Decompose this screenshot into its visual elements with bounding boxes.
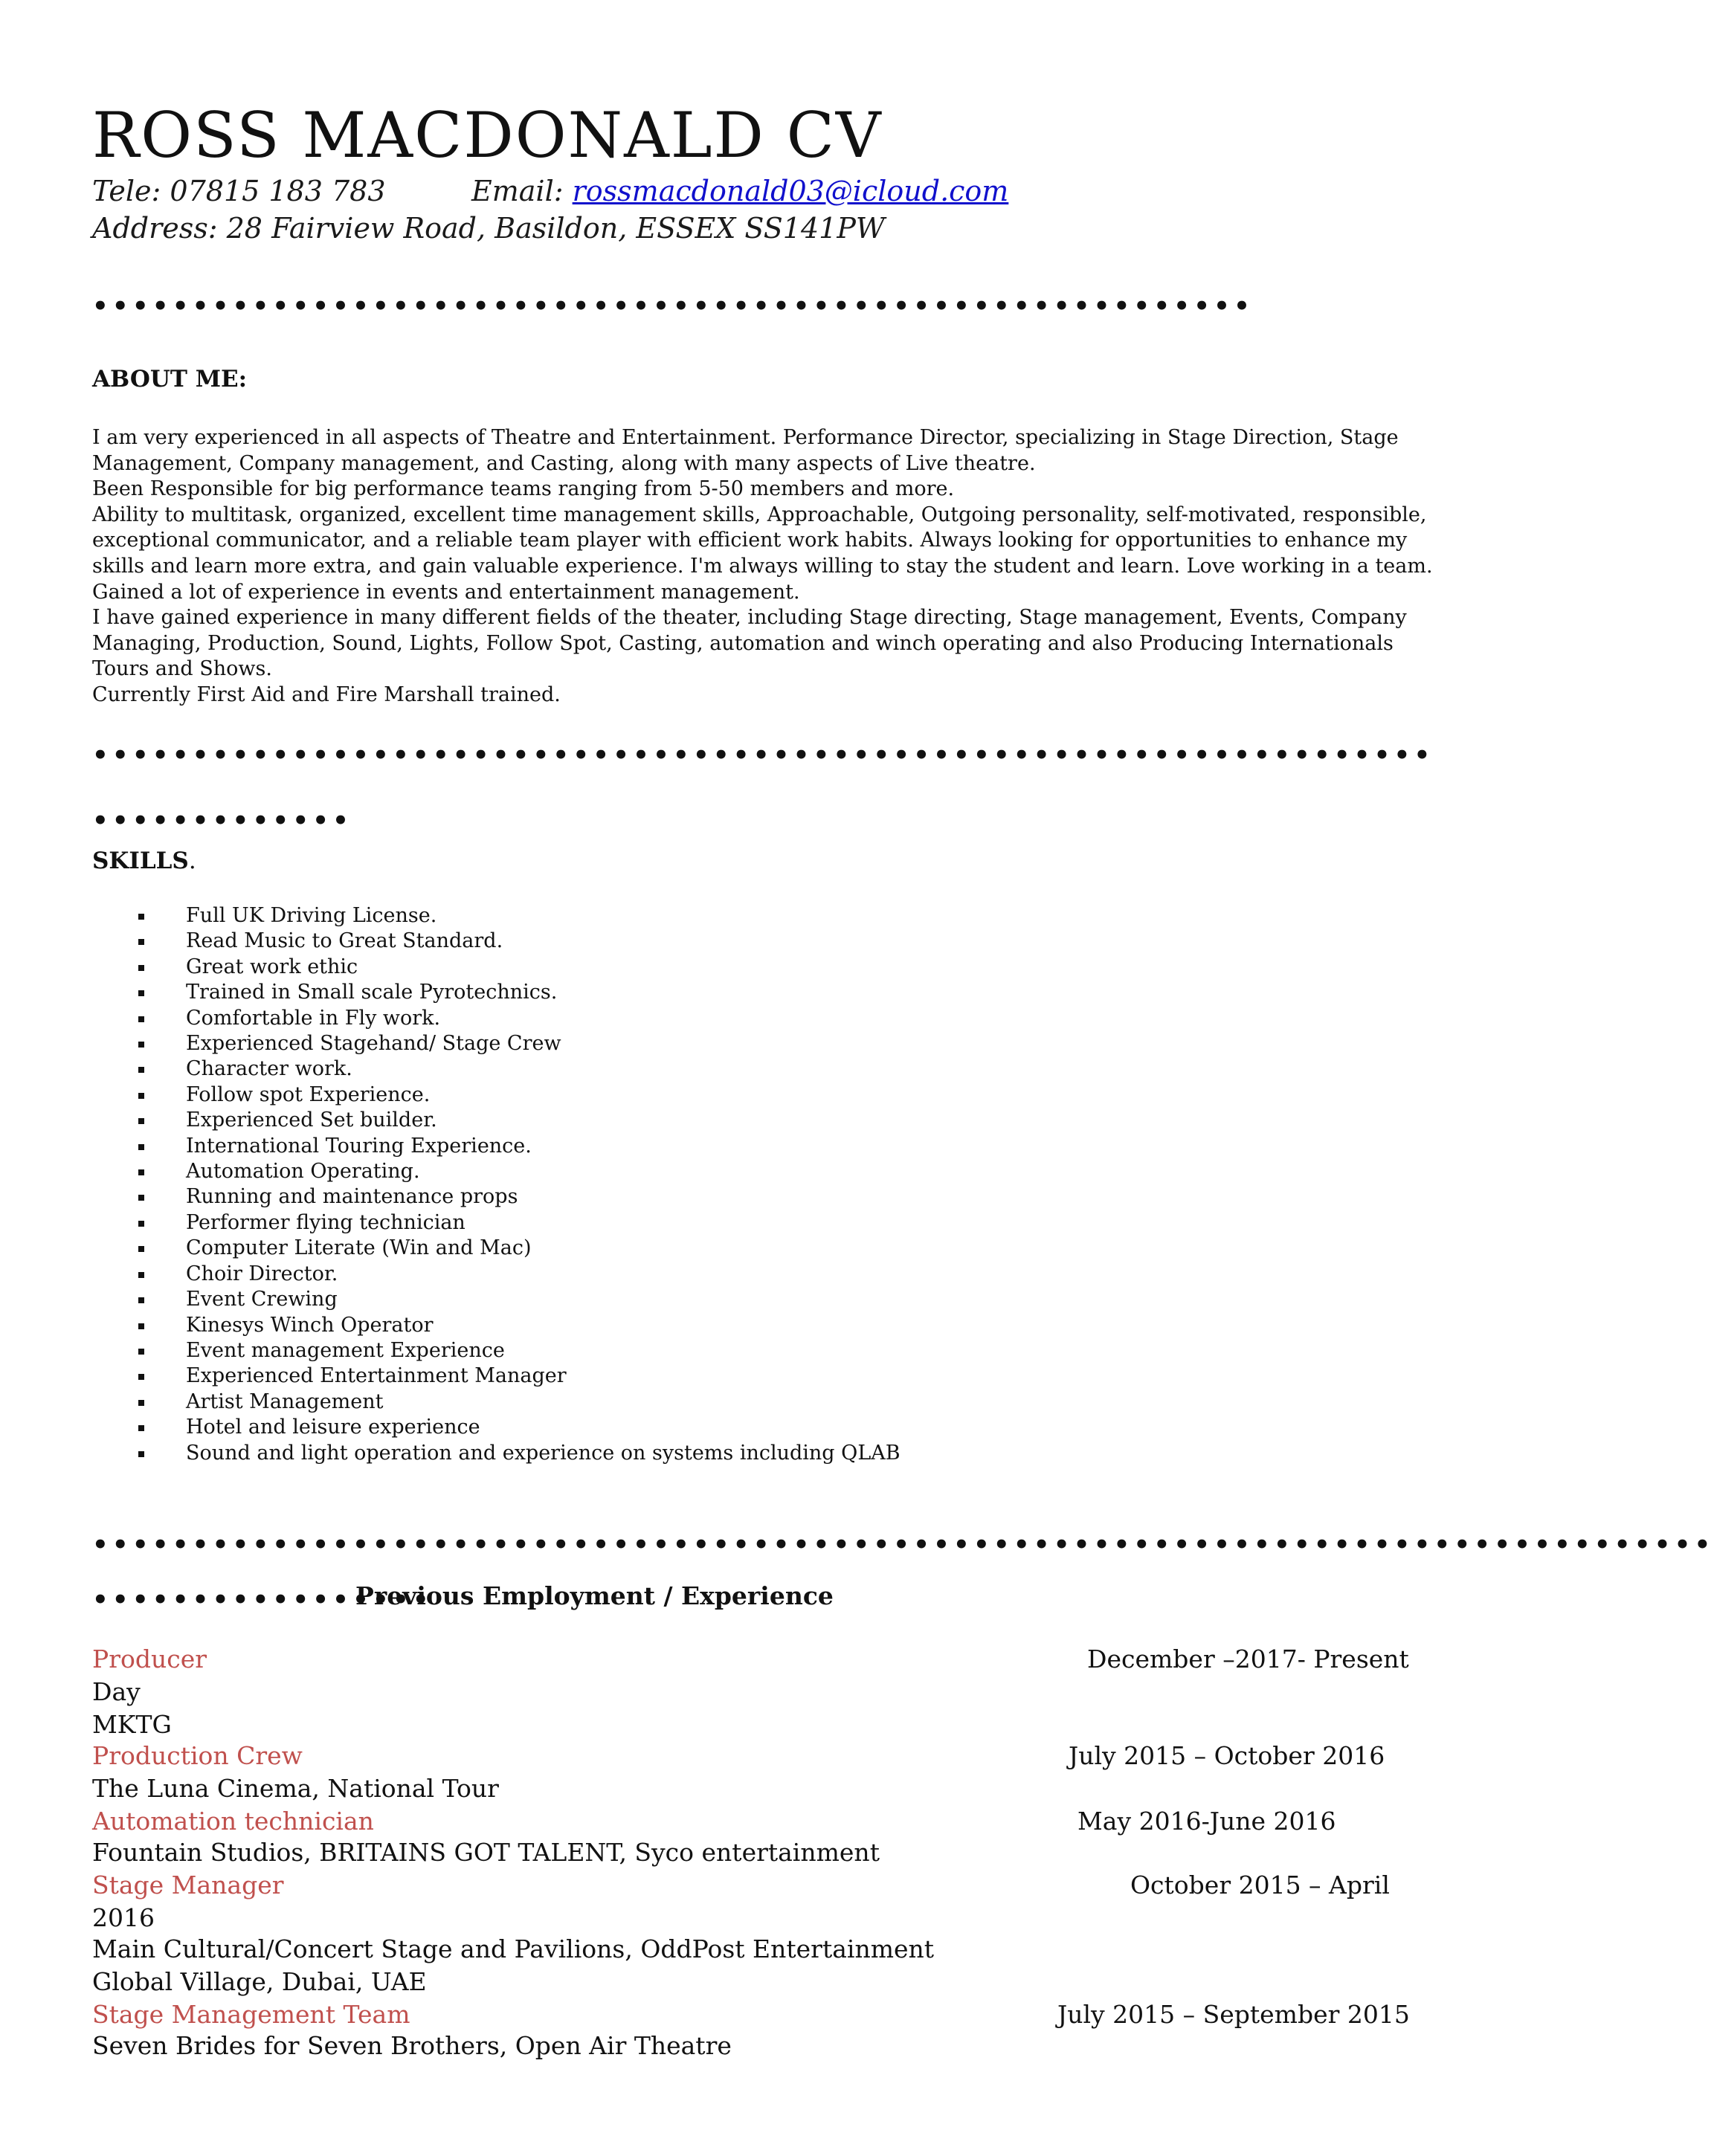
skill-label: Comfortable in Fly work.	[186, 1006, 441, 1030]
divider-dots: ••••••••••••••••••••••••••••••••••••••••••••••••••••••••••	[92, 291, 1254, 321]
skill-label: Event management Experience	[186, 1338, 505, 1362]
square-bullet-icon	[138, 1272, 144, 1278]
job-date: October 2015 – April	[1130, 1871, 1390, 1900]
skill-label: Automation Operating.	[186, 1160, 420, 1184]
skill-label: Experienced Entertainment Manager	[186, 1364, 567, 1388]
job-employer: Seven Brides for Seven Brothers, Open Air Theatre	[92, 2031, 732, 2060]
square-bullet-icon	[138, 1195, 144, 1201]
skill-item	[138, 1236, 901, 1261]
square-bullet-icon	[138, 1349, 144, 1355]
skill-item	[138, 1210, 901, 1236]
square-bullet-icon	[138, 939, 144, 945]
skill-item	[138, 1363, 901, 1389]
square-bullet-icon	[138, 914, 144, 920]
skill-label: Event Crewing	[186, 1288, 338, 1311]
skill-label: Performer flying technician	[186, 1210, 465, 1234]
square-bullet-icon	[138, 1016, 144, 1022]
skill-item	[138, 1082, 901, 1108]
skill-label: Trained in Small scale Pyrotechnics.	[186, 981, 558, 1004]
skill-item	[138, 1313, 901, 1338]
skill-label: Read Music to Great Standard.	[186, 929, 503, 953]
skills-heading	[92, 846, 196, 876]
square-bullet-icon	[138, 1323, 144, 1329]
square-bullet-icon	[138, 965, 144, 971]
skills-heading-text: SKILLS	[92, 848, 189, 874]
square-bullet-icon	[138, 1118, 144, 1124]
skill-item	[138, 1184, 901, 1210]
job-location: Global Village, Dubai, UAE	[92, 1967, 427, 1996]
email-line	[471, 172, 1008, 210]
skill-item	[138, 1134, 901, 1159]
job-title: Producer	[92, 1645, 207, 1674]
skill-label: Character work.	[186, 1057, 352, 1081]
email-link[interactable]: rossmacdonald03@icloud.com	[572, 175, 1009, 207]
skill-label: Kinesys Winch Operator	[186, 1313, 434, 1337]
address: Address: 28 Fairview Road, Basildon, ESSEX SS141PW	[92, 212, 885, 245]
skill-label: Full UK Driving License.	[186, 904, 437, 927]
skill-label: Follow spot Experience.	[186, 1082, 431, 1106]
skills-list	[138, 903, 901, 1466]
cv-title: ROSS MACDONALD CV	[92, 99, 883, 172]
skill-item	[138, 1390, 901, 1415]
skill-label: Computer Literate (Win and Mac)	[186, 1236, 532, 1260]
job-date: May 2016-June 2016	[1077, 1807, 1336, 1836]
square-bullet-icon	[138, 1221, 144, 1227]
job-title: Production Crew	[92, 1741, 303, 1770]
square-bullet-icon	[138, 1246, 144, 1252]
skill-item	[138, 1056, 901, 1082]
skill-label: Great work ethic	[186, 955, 358, 978]
skill-label: Artist Management	[186, 1390, 384, 1413]
job-date-continued: 2016	[92, 1903, 155, 1932]
square-bullet-icon	[138, 1169, 144, 1175]
square-bullet-icon	[138, 1297, 144, 1303]
experience-heading: Previous Employment / Experience	[355, 1581, 834, 1610]
email-label: Email:	[471, 175, 573, 207]
skill-item	[138, 1287, 901, 1312]
skill-label: Running and maintenance props	[186, 1185, 518, 1209]
about-paragraph: Ability to multitask, organized, excellent time management skills, Approachable, Outgoing personality, self-motivated, responsible, exceptional communicator, and a reliable team player with efficient work habits. Always looking for opportunities to enhance my skills and learn more extra, and gain valuable experience. I'm always willing to stay the student and learn. Love working in a team. Gained a lot of experience in events and entertainment management.	[92, 503, 1433, 604]
divider-dots: •••••••••••••	[92, 806, 353, 836]
skill-item	[138, 929, 901, 954]
skill-item	[138, 980, 901, 1005]
about-paragraph: Been Responsible for big performance teams ranging from 5-50 members and more.	[92, 477, 955, 501]
job-employer: Fountain Studios, BRITAINS GOT TALENT, Syco entertainment	[92, 1838, 880, 1867]
skill-item	[138, 1441, 901, 1466]
job-employer: MKTG	[92, 1710, 172, 1739]
job-employer: Main Cultural/Concert Stage and Pavilions, OddPost Entertainment	[92, 1934, 935, 1963]
skill-item	[138, 1159, 901, 1184]
about-text	[92, 425, 1446, 709]
skill-item	[138, 955, 901, 980]
square-bullet-icon	[138, 1451, 144, 1457]
job-date: July 2015 – October 2016	[1069, 1741, 1385, 1770]
skill-label: Hotel and leisure experience	[186, 1416, 480, 1439]
job-title: Automation technician	[92, 1807, 374, 1836]
skill-item	[138, 1338, 901, 1363]
skill-label: Experienced Stagehand/ Stage Crew	[186, 1032, 561, 1056]
divider-dots: •••••••••••••••••	[92, 1585, 433, 1615]
square-bullet-icon	[138, 990, 144, 996]
divider-dots: •••••••••••••••••••••••••••••••••••••••••••••••••••••••••••••••••••••••••••••••••	[92, 1530, 1714, 1560]
job-date: July 2015 – September 2015	[1057, 2000, 1410, 2029]
skills-heading-period: .	[188, 848, 196, 874]
square-bullet-icon	[138, 1374, 144, 1380]
job-title: Stage Management Team	[92, 2000, 410, 2029]
telephone: Tele: 07815 183 783	[92, 175, 386, 207]
skill-item	[138, 903, 901, 929]
square-bullet-icon	[138, 1042, 144, 1048]
square-bullet-icon	[138, 1425, 144, 1431]
square-bullet-icon	[138, 1093, 144, 1099]
job-date: December –2017- Present	[1087, 1645, 1409, 1674]
about-paragraph: I am very experienced in all aspects of Theatre and Entertainment. Performance Director, specializing in Stage Direction, Stage Management, Company management, and Casting, along with many aspects of Live theatre.	[92, 426, 1399, 475]
skill-label: Choir Director.	[186, 1262, 338, 1285]
about-heading: ABOUT ME:	[92, 366, 248, 393]
about-paragraph: Currently First Aid and Fire Marshall trained.	[92, 682, 561, 706]
skill-label: Sound and light operation and experience on systems including QLAB	[186, 1441, 901, 1465]
skill-item	[138, 1108, 901, 1133]
skill-label: Experienced Set builder.	[186, 1108, 437, 1132]
square-bullet-icon	[138, 1067, 144, 1073]
divider-dots: •••••••••••••••••••••••••••••••••••••••••••••••••••••••••••••••••••	[92, 740, 1434, 770]
skill-item	[138, 1006, 901, 1031]
about-paragraph: I have gained experience in many different fields of the theater, including Stage directing, Stage management, Events, Company Managing, Production, Sound, Lights, Follow Spot, Casting, automation and winch operating and also Producing Internationals Tours and Shows.	[92, 606, 1407, 681]
square-bullet-icon	[138, 1144, 144, 1150]
skill-item	[138, 1031, 901, 1056]
skill-item	[138, 1415, 901, 1440]
skill-item	[138, 1262, 901, 1287]
square-bullet-icon	[138, 1400, 144, 1406]
job-employer: The Luna Cinema, National Tour	[92, 1774, 499, 1803]
skill-label: International Touring Experience.	[186, 1134, 532, 1158]
job-employer: Day	[92, 1677, 141, 1706]
job-title: Stage Manager	[92, 1871, 284, 1900]
